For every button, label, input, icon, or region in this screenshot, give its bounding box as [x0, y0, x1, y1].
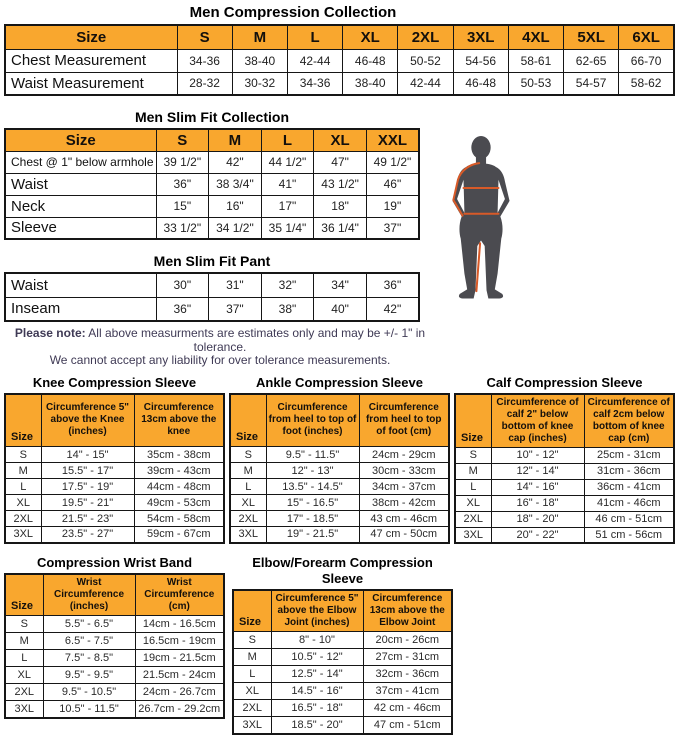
cell-value: 18" - 20": [491, 511, 584, 527]
table-row: [5, 49, 674, 72]
column-header: XL: [343, 25, 398, 49]
size-header: Size: [455, 394, 491, 448]
column-header: L: [261, 129, 314, 151]
men-slim-fit-collection-title: Men Slim Fit Collection: [134, 109, 289, 125]
cell-value: 18": [314, 195, 367, 217]
table-row: [5, 650, 224, 667]
column-header: Circumference from heel to top of foot (cm): [359, 394, 449, 447]
table-row: [5, 616, 224, 633]
cell-value: 7.5" - 8.5": [43, 650, 135, 667]
cell-value: 30cm - 33cm: [359, 463, 449, 479]
column-header: Circumference 5" above the Knee (inches): [41, 394, 134, 447]
column-header: Wrist Circumference (cm): [135, 574, 224, 616]
cell-value: 41": [261, 173, 314, 195]
cell-value: 15": [156, 195, 209, 217]
cell-value: 40": [314, 297, 367, 321]
row-label: Chest @ 1" below armhole: [5, 151, 156, 173]
cell-value: 16" - 18": [491, 495, 584, 511]
column-header: Circumference of calf 2cm below bottom of knee cap (cm): [584, 394, 674, 448]
cell-value: 34-36: [287, 72, 342, 95]
row-label: Sleeve: [5, 217, 156, 239]
table-row: [233, 632, 452, 649]
column-header: 6XL: [619, 25, 674, 49]
cell-value: 15.5" - 17": [41, 463, 134, 479]
table-row: [230, 463, 449, 479]
size-value: L: [5, 479, 41, 495]
cell-value: 17.5" - 19": [41, 479, 134, 495]
cell-value: 34cm - 37cm: [359, 479, 449, 495]
size-value: 3XL: [455, 527, 491, 543]
cell-value: 14" - 16": [491, 479, 584, 495]
cell-value: 36 1/4": [314, 217, 367, 239]
wrist-table: [4, 573, 225, 719]
ankle-sleeve-title: Ankle Compression Sleeve: [256, 374, 423, 390]
size-header: Size: [233, 590, 271, 632]
knee-sleeve-block: [4, 375, 225, 545]
size-value: 2XL: [455, 511, 491, 527]
table-row: [5, 527, 224, 543]
cell-value: 54-57: [564, 72, 619, 95]
column-header: Circumference from heel to top of foot (inches): [266, 394, 359, 447]
table-row: [233, 683, 452, 700]
size-value: S: [5, 616, 43, 633]
size-value: XL: [230, 495, 266, 511]
column-header: M: [209, 129, 262, 151]
ankle-sleeve-table-wrap: [229, 393, 450, 544]
cell-value: 9.5" - 9.5": [43, 667, 135, 684]
size-value: 3XL: [233, 717, 271, 734]
cell-value: 24cm - 26.7cm: [135, 684, 224, 701]
cell-value: 51 cm - 56cm: [584, 527, 674, 543]
size-value: M: [230, 463, 266, 479]
cell-value: 25cm - 31cm: [584, 447, 674, 463]
slim_fit_pant-table: [4, 272, 420, 322]
table-row: [5, 195, 419, 217]
cell-value: 47 cm - 51cm: [363, 717, 452, 734]
table-row: [230, 511, 449, 527]
cell-value: 38 3/4": [209, 173, 262, 195]
cell-value: 34-36: [177, 49, 232, 72]
size-header: Size: [230, 394, 266, 447]
cell-value: 38-40: [232, 49, 287, 72]
size-value: L: [5, 650, 43, 667]
cell-value: 17": [261, 195, 314, 217]
cell-value: 19": [366, 195, 419, 217]
size-value: 2XL: [230, 511, 266, 527]
column-header: 5XL: [564, 25, 619, 49]
size-value: 3XL: [5, 701, 43, 718]
cell-value: 21.5cm - 24cm: [135, 667, 224, 684]
cell-value: 19cm - 21.5cm: [135, 650, 224, 667]
ankle-table: [229, 393, 450, 544]
cell-value: 23.5" - 27": [41, 527, 134, 543]
cell-value: 44cm - 48cm: [134, 479, 224, 495]
cell-value: 58-62: [619, 72, 674, 95]
knee-sleeve-title: Knee Compression Sleeve: [32, 374, 197, 390]
size-value: S: [233, 632, 271, 649]
cell-value: 21.5" - 23": [41, 511, 134, 527]
cell-value: 34": [314, 273, 367, 297]
cell-value: 38cm - 42cm: [359, 495, 449, 511]
compression-table: [4, 24, 675, 96]
cell-value: 42": [209, 151, 262, 173]
table-row: [455, 527, 674, 543]
cell-value: 50-52: [398, 49, 453, 72]
men-slim-fit-pant-title: Men Slim Fit Pant: [153, 253, 271, 269]
elbow-sleeve-title: Elbow/Forearm Compression Sleeve: [252, 555, 433, 586]
size-value: XL: [455, 495, 491, 511]
cell-value: 59cm - 67cm: [134, 527, 224, 543]
cell-value: 47": [314, 151, 367, 173]
wrist-elbow-tables-row: [0, 555, 679, 735]
cell-value: 17" - 18.5": [266, 511, 359, 527]
size-value: L: [230, 479, 266, 495]
cell-value: 36": [156, 297, 209, 321]
cell-value: 8" - 10": [271, 632, 363, 649]
cell-value: 49cm - 53cm: [134, 495, 224, 511]
cell-value: 32": [261, 273, 314, 297]
cell-value: 54-56: [453, 49, 508, 72]
cell-value: 38-40: [343, 72, 398, 95]
cell-value: 9.5" - 11.5": [266, 447, 359, 463]
table-row: [455, 479, 674, 495]
cell-value: 28-32: [177, 72, 232, 95]
table-row: [5, 633, 224, 650]
tolerance-note-label: Please note:: [14, 326, 86, 340]
cell-value: 34 1/2": [209, 217, 262, 239]
cell-value: 16.5" - 18": [271, 700, 363, 717]
table-row: [5, 447, 224, 463]
size-header: Size: [5, 394, 41, 447]
cell-value: 42-44: [287, 49, 342, 72]
column-header: Wrist Circumference (inches): [43, 574, 135, 616]
column-header: Circumference 5" above the Elbow Joint (inches): [271, 590, 363, 632]
table-row: [455, 495, 674, 511]
tolerance-note-line2: We cannot accept any liability for over tolerance measurements.: [49, 353, 391, 367]
wrist-band-table-wrap: [4, 573, 225, 719]
men-slim-fit-collection-table-wrap: [4, 128, 420, 240]
slim-fit-section: [0, 109, 424, 368]
column-header: Circumference of calf 2" below bottom of knee cap (inches): [491, 394, 584, 448]
cell-value: 43 cm - 46cm: [359, 511, 449, 527]
cell-value: 35cm - 38cm: [134, 447, 224, 463]
table-row: [5, 72, 674, 95]
knee-table: [4, 393, 225, 544]
cell-value: 37": [209, 297, 262, 321]
column-header: XXL: [366, 129, 419, 151]
man-silhouette-icon: [446, 133, 516, 313]
tolerance-note: [4, 327, 436, 368]
table-row: [230, 527, 449, 543]
table-row: [233, 717, 452, 734]
cell-value: 47 cm - 50cm: [359, 527, 449, 543]
table-row: [5, 511, 224, 527]
table-row: [230, 447, 449, 463]
table-row: [455, 447, 674, 463]
cell-value: 39cm - 43cm: [134, 463, 224, 479]
cell-value: 46": [366, 173, 419, 195]
size-value: M: [5, 633, 43, 650]
cell-value: 36": [366, 273, 419, 297]
cell-value: 37": [366, 217, 419, 239]
cell-value: 19" - 21.5": [266, 527, 359, 543]
row-label: Neck: [5, 195, 156, 217]
men-compression-section: [0, 0, 679, 96]
cell-value: 30-32: [232, 72, 287, 95]
cell-value: 37cm - 41cm: [363, 683, 452, 700]
cell-value: 16.5cm - 19cm: [135, 633, 224, 650]
table-row: [5, 701, 224, 718]
size-value: L: [233, 666, 271, 683]
table-row: [5, 273, 419, 297]
table-row: [5, 151, 419, 173]
cell-value: 16": [209, 195, 262, 217]
row-label: Waist: [5, 273, 156, 297]
wrist-band-block: [4, 555, 225, 735]
cell-value: 10" - 12": [491, 447, 584, 463]
column-header: XL: [314, 129, 367, 151]
size-value: M: [233, 649, 271, 666]
cell-value: 12" - 13": [266, 463, 359, 479]
cell-value: 32cm - 36cm: [363, 666, 452, 683]
cell-value: 14" - 15": [41, 447, 134, 463]
cell-value: 14cm - 16.5cm: [135, 616, 224, 633]
cell-value: 12.5" - 14": [271, 666, 363, 683]
size-value: M: [5, 463, 41, 479]
cell-value: 42 cm - 46cm: [363, 700, 452, 717]
size-value: XL: [5, 495, 41, 511]
cell-value: 18.5" - 20": [271, 717, 363, 734]
cell-value: 46 cm - 51cm: [584, 511, 674, 527]
cell-value: 26.7cm - 29.2cm: [135, 701, 224, 718]
size-value: 2XL: [5, 684, 43, 701]
cell-value: 58-61: [508, 49, 563, 72]
cell-value: 24cm - 29cm: [359, 447, 449, 463]
table-row: [5, 173, 419, 195]
cell-value: 39 1/2": [156, 151, 209, 173]
cell-value: 20cm - 26cm: [363, 632, 452, 649]
column-header: Circumference 13cm above the Elbow Joint: [363, 590, 452, 632]
cell-value: 30": [156, 273, 209, 297]
size-value: S: [455, 447, 491, 463]
knee-sleeve-table-wrap: [4, 393, 225, 544]
sleeve-tables-row: [0, 375, 679, 545]
size-value: L: [455, 479, 491, 495]
elbow-sleeve-table-wrap: [232, 589, 453, 735]
slim_fit-table: [4, 128, 420, 240]
table-row: [233, 649, 452, 666]
size-value: 2XL: [233, 700, 271, 717]
cell-value: 20" - 22": [491, 527, 584, 543]
wrist-band-title: Compression Wrist Band: [36, 555, 193, 570]
tolerance-note-text1: All above measurments are estimates only and may be +/- 1" in tolerance.: [85, 326, 426, 354]
calf-sleeve-block: [454, 375, 675, 545]
cell-value: 44 1/2": [261, 151, 314, 173]
row-label: Waist: [5, 173, 156, 195]
cell-value: 6.5" - 7.5": [43, 633, 135, 650]
cell-value: 31": [209, 273, 262, 297]
cell-value: 10.5" - 11.5": [43, 701, 135, 718]
size-value: M: [455, 463, 491, 479]
size-value: 3XL: [5, 527, 41, 543]
size-value: 3XL: [230, 527, 266, 543]
size-value: S: [5, 447, 41, 463]
men-compression-collection-title: Men Compression Collection: [189, 4, 397, 21]
cell-value: 41cm - 46cm: [584, 495, 674, 511]
column-header: L: [287, 25, 342, 49]
table-row: [5, 297, 419, 321]
cell-value: 66-70: [619, 49, 674, 72]
column-header: S: [156, 129, 209, 151]
cell-value: 54cm - 58cm: [134, 511, 224, 527]
cell-value: 35 1/4": [261, 217, 314, 239]
cell-value: 62-65: [564, 49, 619, 72]
cell-value: 50-53: [508, 72, 563, 95]
table-row: [230, 479, 449, 495]
row-label: Inseam: [5, 297, 156, 321]
cell-value: 38": [261, 297, 314, 321]
cell-value: 42-44: [398, 72, 453, 95]
size-header: Size: [5, 574, 43, 616]
cell-value: 10.5" - 12": [271, 649, 363, 666]
cell-value: 36": [156, 173, 209, 195]
cell-value: 42": [366, 297, 419, 321]
cell-value: 9.5" - 10.5": [43, 684, 135, 701]
table-row: [5, 217, 419, 239]
cell-value: 46-48: [343, 49, 398, 72]
cell-value: 31cm - 36cm: [584, 463, 674, 479]
cell-value: 13.5" - 14.5": [266, 479, 359, 495]
column-header: 2XL: [398, 25, 453, 49]
column-header: S: [177, 25, 232, 49]
elbow-table: [232, 589, 453, 735]
table-row: [5, 667, 224, 684]
cell-value: 49 1/2": [366, 151, 419, 173]
column-header: 3XL: [453, 25, 508, 49]
column-header: Size: [5, 129, 156, 151]
size-value: S: [230, 447, 266, 463]
cell-value: 43 1/2": [314, 173, 367, 195]
men-compression-collection-table-wrap: [4, 24, 675, 96]
tolerance-note-line1: [4, 327, 436, 354]
size-value: XL: [233, 683, 271, 700]
table-row: [233, 666, 452, 683]
table-row: [455, 463, 674, 479]
row-label: Chest Measurement: [5, 49, 177, 72]
table-row: [233, 700, 452, 717]
cell-value: 27cm - 31cm: [363, 649, 452, 666]
ankle-sleeve-block: [229, 375, 450, 545]
table-row: [5, 479, 224, 495]
size-value: 2XL: [5, 511, 41, 527]
elbow-sleeve-block: [232, 555, 453, 735]
cell-value: 14.5" - 16": [271, 683, 363, 700]
table-row: [230, 495, 449, 511]
cell-value: 33 1/2": [156, 217, 209, 239]
column-header: Circumference 13cm above the knee: [134, 394, 224, 447]
calf-table: [454, 393, 675, 545]
men-slim-fit-pant-table-wrap: [4, 272, 420, 322]
man-silhouette-figure: [446, 133, 516, 313]
table-row: [5, 495, 224, 511]
column-header: M: [232, 25, 287, 49]
calf-sleeve-title: Calf Compression Sleeve: [486, 374, 643, 390]
cell-value: 36cm - 41cm: [584, 479, 674, 495]
cell-value: 15" - 16.5": [266, 495, 359, 511]
cell-value: 19.5" - 21": [41, 495, 134, 511]
column-header: Size: [5, 25, 177, 49]
size-value: XL: [5, 667, 43, 684]
table-row: [5, 463, 224, 479]
cell-value: 5.5" - 6.5": [43, 616, 135, 633]
cell-value: 46-48: [453, 72, 508, 95]
row-label: Waist Measurement: [5, 72, 177, 95]
table-row: [455, 511, 674, 527]
cell-value: 12" - 14": [491, 463, 584, 479]
column-header: 4XL: [508, 25, 563, 49]
calf-sleeve-table-wrap: [454, 393, 675, 545]
